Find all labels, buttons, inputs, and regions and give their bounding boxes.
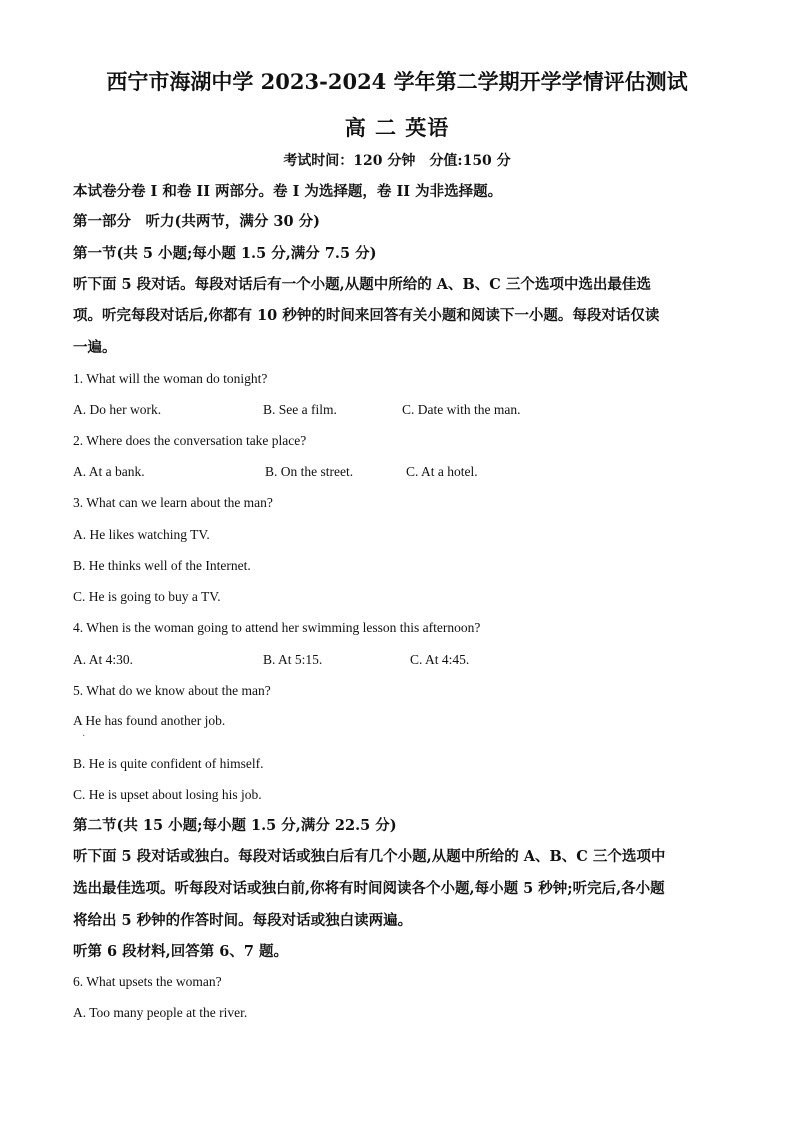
exam-subtitle: 高 二 英语 [344,115,450,140]
question-1: 1. What will the woman do tonight? [73,371,268,386]
question-4: 4. When is the woman going to attend her swimming lesson this afternoon? [73,620,481,635]
question-6-option-a: A. Too many people at the river. [73,1005,248,1020]
question-1-option-c: C. Date with the man. [402,402,521,417]
section-one-instruction-line: 听下面 5 段对话。每段对话后有一个小题,从题中所给的 A、B、C 三个选项中选出最佳选 [73,276,651,293]
question-6: 6. What upsets the woman? [73,974,222,989]
section-one-instruction-line: 一遍。 [73,339,117,356]
question-5-option-a: A He has found another job. [73,713,226,728]
section-two-heading: 第二节(共 15 小题;每小题 1.5 分,满分 22.5 分) [73,817,397,834]
section-one-instruction-line: 项。听完每段对话后,你都有 10 秒钟的时间来回答有关小题和阅读下一小题。每段对话仅读 [73,307,660,324]
question-3-option-b: B. He thinks well of the Internet. [73,558,251,573]
section-two-instruction-line: 选出最佳选项。听每段对话或独白前,你将有时间阅读各个小题,每小题 5 秒钟;听完后,各小题 [73,880,665,897]
question-5: 5. What do we know about the man? [73,683,271,698]
material-6-heading: 听第 6 段材料,回答第 6、7 题。 [73,943,289,960]
question-2-option-c: C. At a hotel. [406,464,478,479]
question-4-option-b: B. At 5:15. [263,652,323,667]
paper-note: 本试卷分卷 I 和卷 II 两部分。卷 I 为选择题，卷 II 为非选择题。 [73,183,503,200]
question-2-option-b: B. On the street. [265,464,354,479]
section-two-instruction-line: 听下面 5 段对话或独白。每段对话或独白后有几个小题,从题中所给的 A、B、C 三个选项中 [73,848,666,865]
exam-title: 西宁市海湖中学 2023-2024 学年第二学期开学学情评估测试 [106,69,688,94]
exam-info: 考试时间：120 分钟 分值:150 分 [283,153,511,169]
question-1-option-b: B. See a film. [263,402,337,417]
question-4-option-a: A. At 4:30. [73,652,134,667]
part-one-heading: 第一部分 听力(共两节，满分 30 分) [73,213,320,230]
question-4-option-c: C. At 4:45. [410,652,470,667]
question-5-option-b: B. He is quite confident of himself. [73,756,264,771]
question-5-option-c: C. He is upset about losing his job. [73,787,262,802]
section-two-instruction-line: 将给出 5 秒钟的作答时间。每段对话或独白读两遍。 [73,912,413,929]
question-1-option-a: A. Do her work. [73,402,162,417]
question-3: 3. What can we learn about the man? [73,495,273,510]
question-2-option-a: A. At a bank. [73,464,145,479]
section-one-heading: 第一节(共 5 小题;每小题 1.5 分,满分 7.5 分) [73,245,377,262]
question-2: 2. Where does the conversation take place? [73,433,307,448]
question-3-option-c: C. He is going to buy a TV. [73,589,221,604]
question-3-option-a: A. He likes watching TV. [73,527,210,542]
stray-mark: · [82,731,86,742]
